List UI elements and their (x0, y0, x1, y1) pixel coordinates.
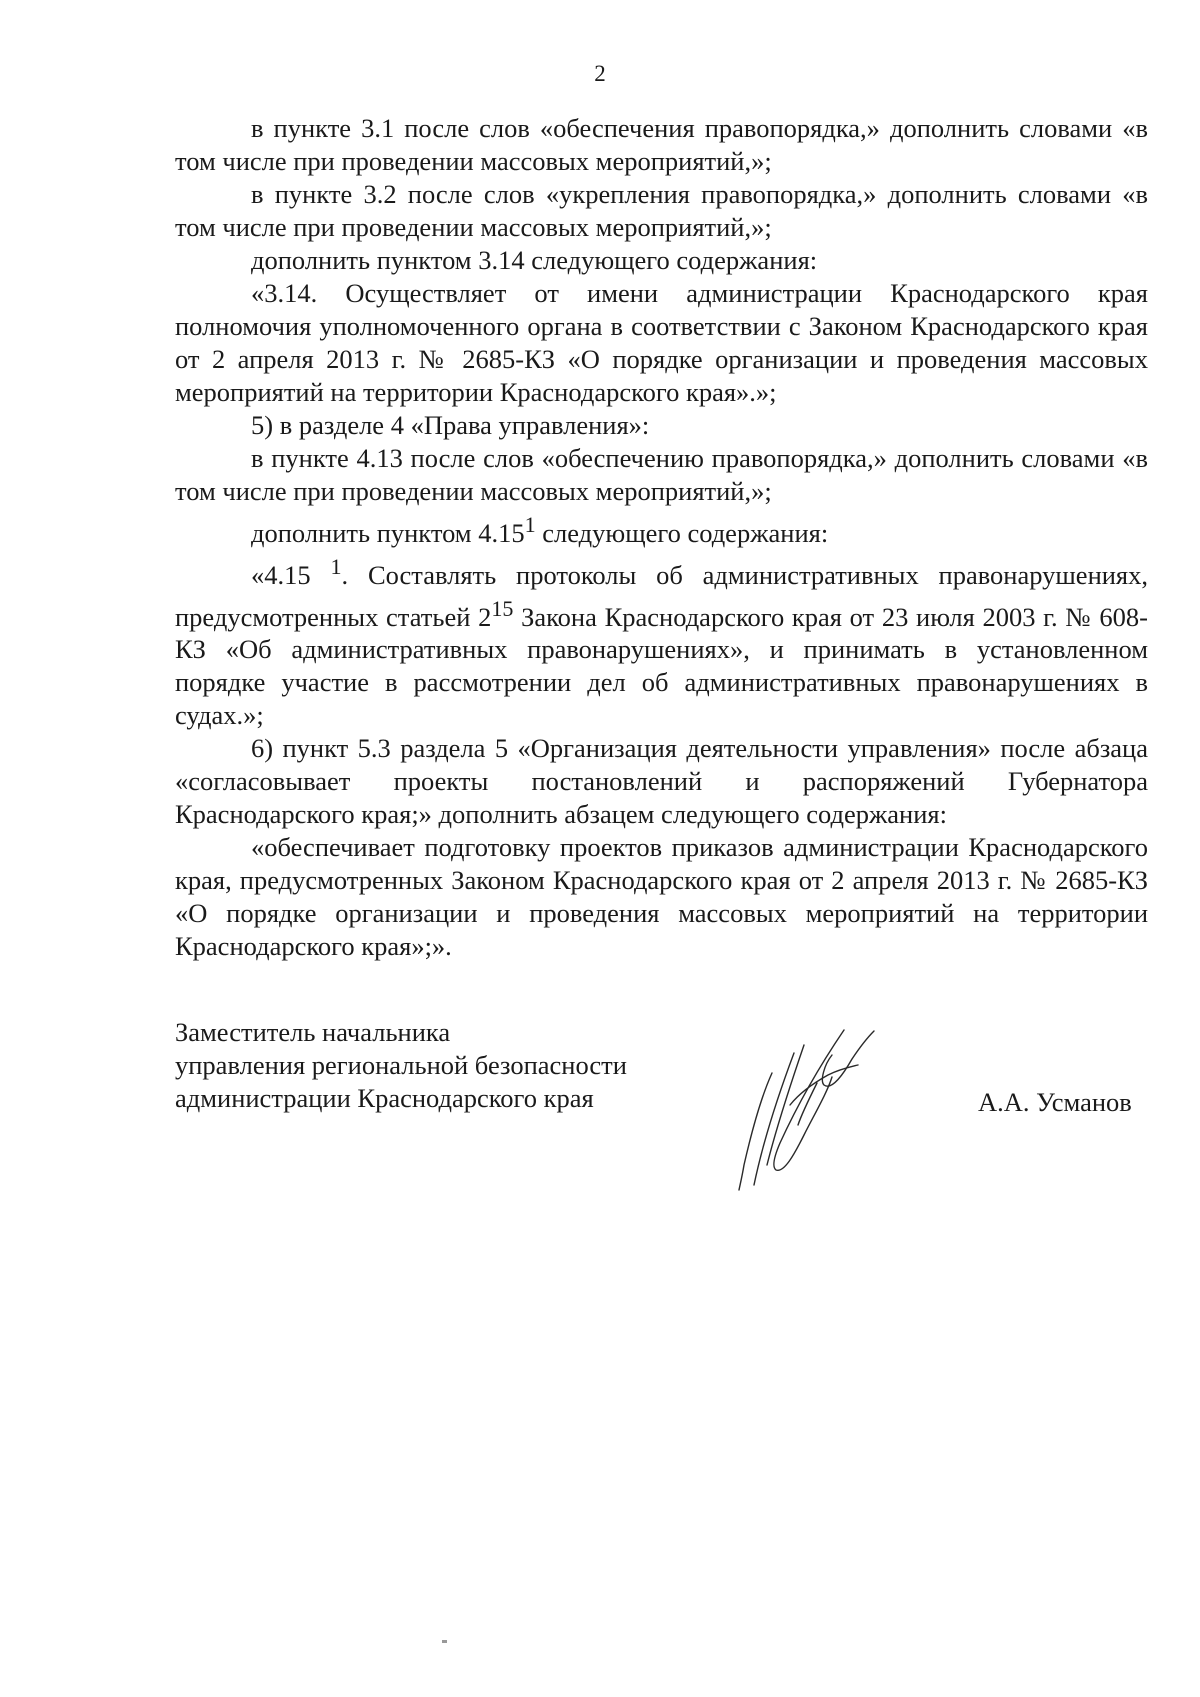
page-number: 2 (594, 61, 606, 86)
paragraph: 6) пункт 5.3 раздела 5 «Организация деятельности управления» после абзаца «согласовывает проекты постановлений и распоряжений Губернатора Краснодарского края;» дополнить абзацем следующего содержания: (175, 733, 1148, 830)
superscript: 1 (330, 553, 342, 579)
text-fragment: Закона Краснодарского края от 23 июля 2003 г. № 608-КЗ «Об административных правонарушениях», и принимать в установленном порядке участие в рассмотрении дел об административных правонарушениях в судах.»; (175, 601, 1148, 731)
scan-dot (442, 1640, 447, 1643)
superscript: 1 (524, 512, 536, 537)
paragraph: дополнить пунктом 3.14 следующего содержания: (251, 245, 818, 275)
paragraph-item-4-15-1-text (175, 550, 1148, 733)
paragraph: в пункте 3.2 после слов «укрепления правопорядка,» дополнить словами «в том числе при проведении массовых мероприятий,»; (175, 179, 1148, 242)
paragraph: в пункте 3.1 после слов «обеспечения правопорядка,» дополнить словами «в том числе при проведении массовых мероприятий,»; (175, 113, 1148, 176)
signatory-title-line: управления региональной безопасности (175, 1050, 627, 1080)
text-fragment: дополнить пунктом 4.15 (251, 517, 525, 548)
text-fragment: . Составлять протоколы об административных правонарушениях, предусмотренных статьей 2 (175, 559, 1149, 632)
paragraph: «3.14. Осуществляет от имени администрации Краснодарского края полномочия уполномоченного органа в соответствии с Законом Краснодарского края от 2 апреля 2013 г. № 2685-КЗ «О порядке организации и проведения массовых мероприятий на территории Краснодарского края».»; (175, 278, 1148, 407)
superscript: 15 (491, 595, 514, 621)
text-fragment: следующего содержания: (535, 517, 829, 548)
text-fragment: «4.15 (251, 559, 331, 590)
paragraph: «обеспечивает подготовку проектов приказов администрации Краснодарского края, предусмотренных Законом Краснодарского края от 2 апреля 2013 г. № 2685-КЗ «О порядке организации и проведения массовых мероприятий на территории Краснодарского края»;». (175, 832, 1148, 962)
signatory-title-line: администрации Краснодарского края (175, 1083, 594, 1113)
signatory-title (175, 1016, 627, 1115)
signatory-title-line: Заместитель начальника (175, 1017, 451, 1047)
signatory-name: А.А. Усманов (978, 1087, 1132, 1117)
handwritten-signature (732, 1025, 902, 1195)
paragraph: в пункте 4.13 после слов «обеспечению правопорядка,» дополнить словами «в том числе при проведении массовых мероприятий,»; (175, 443, 1148, 506)
paragraph: 5) в разделе 4 «Права управления»: (251, 410, 650, 440)
paragraph-item-4-15-1-intro (175, 508, 1148, 550)
document-body (175, 112, 1148, 963)
